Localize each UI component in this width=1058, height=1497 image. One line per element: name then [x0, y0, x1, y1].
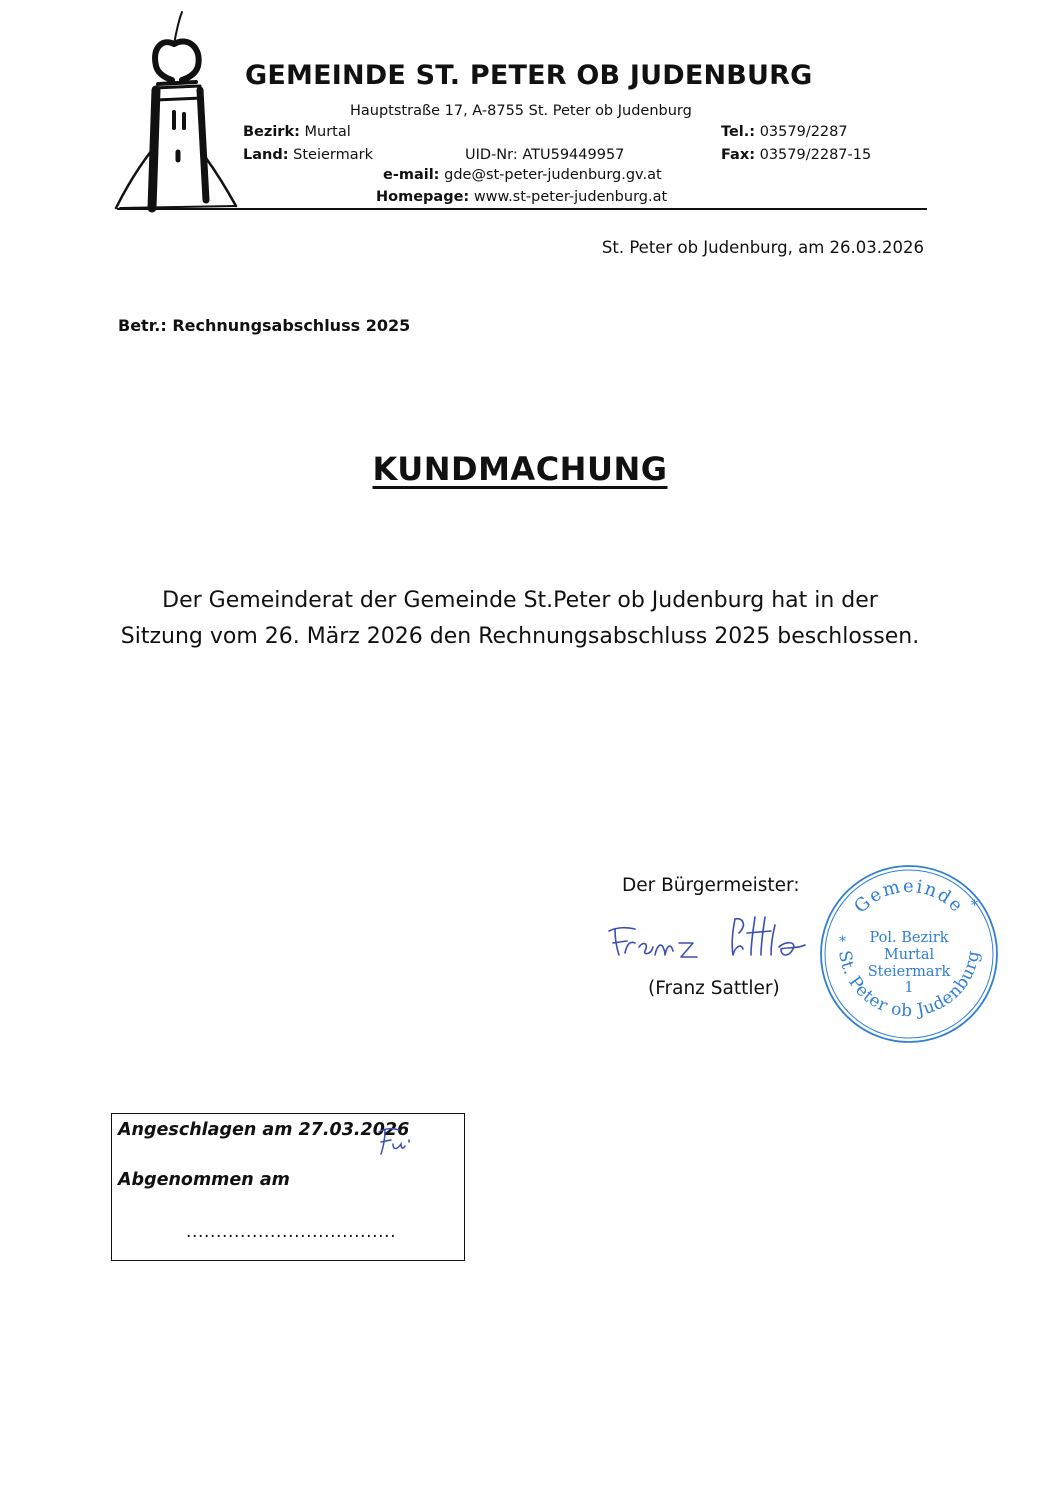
- homepage-value[interactable]: www.st-peter-judenburg.at: [473, 189, 668, 205]
- municipality-name: GEMEINDE ST. PETER OB JUDENBURG: [245, 60, 813, 91]
- tel-label: Tel.:: [721, 124, 756, 140]
- stamp-ring-bottom: St. Peter ob Judenburg: [834, 949, 984, 1022]
- email-value[interactable]: gde@st-peter-judenburg.gv.at: [444, 167, 662, 183]
- stamp-star-left-icon: *: [839, 934, 846, 950]
- stamp-line-3: Steiermark: [867, 964, 951, 980]
- homepage-line: [376, 189, 667, 205]
- municipality-address: Hauptstraße 17, A-8755 St. Peter ob Judenburg: [350, 103, 692, 119]
- posted-date: Angeschlagen am 27.03.2026: [118, 1120, 410, 1140]
- district-label: Bezirk:: [243, 124, 300, 140]
- tel-line: [721, 124, 848, 140]
- handwritten-initials: [375, 1118, 415, 1158]
- handwritten-signature: [605, 903, 822, 963]
- homepage-label: Homepage:: [376, 189, 470, 205]
- mayor-label: Der Bürgermeister:: [622, 875, 800, 896]
- state-value: Steiermark: [293, 147, 373, 163]
- district-value: Murtal: [304, 124, 351, 140]
- official-seal-stamp: [817, 862, 1001, 1046]
- tel-value: 03579/2287: [759, 124, 848, 140]
- district-line: [243, 124, 351, 140]
- stamp-ring-top: Gemeinde: [850, 875, 968, 918]
- stamp-line-1: Pol. Bezirk: [869, 930, 949, 946]
- email-label: e-mail:: [383, 167, 440, 183]
- header-divider: [117, 208, 927, 210]
- fax-value: 03579/2287-15: [759, 147, 872, 163]
- document-title: KUNDMACHUNG: [372, 450, 668, 488]
- mayor-name: (Franz Sattler): [648, 978, 780, 999]
- state-label: Land:: [243, 147, 289, 163]
- removed-date-blank[interactable]: ...................................: [186, 1222, 397, 1242]
- subject-line: Betr.: Rechnungsabschluss 2025: [118, 316, 411, 335]
- uid-number: UID-Nr: ATU59449957: [465, 147, 625, 163]
- fax-label: Fax:: [721, 147, 755, 163]
- removed-date-label: Abgenommen am: [118, 1170, 290, 1190]
- fax-line: [721, 147, 871, 163]
- church-tower-logo-icon: [112, 10, 240, 212]
- signature-text: Franz Sattler: [815, 961, 822, 962]
- email-line: [383, 167, 662, 183]
- stamp-line-4: 1: [904, 980, 914, 996]
- stamp-star-right-icon: *: [971, 898, 978, 914]
- initials-text: Fu: [415, 1158, 417, 1159]
- date-line: St. Peter ob Judenburg, am 26.03.2026: [601, 238, 924, 257]
- announcement-text: Der Gemeinderat der Gemeinde St.Peter ob Judenburg hat in der Sitzung vom 26. März 2026 den Rechnungsabschluss 2025 beschlossen.: [120, 588, 920, 649]
- state-line: [243, 147, 373, 163]
- stamp-line-2: Murtal: [883, 947, 935, 963]
- svg-text:Gemeinde: [850, 876, 968, 918]
